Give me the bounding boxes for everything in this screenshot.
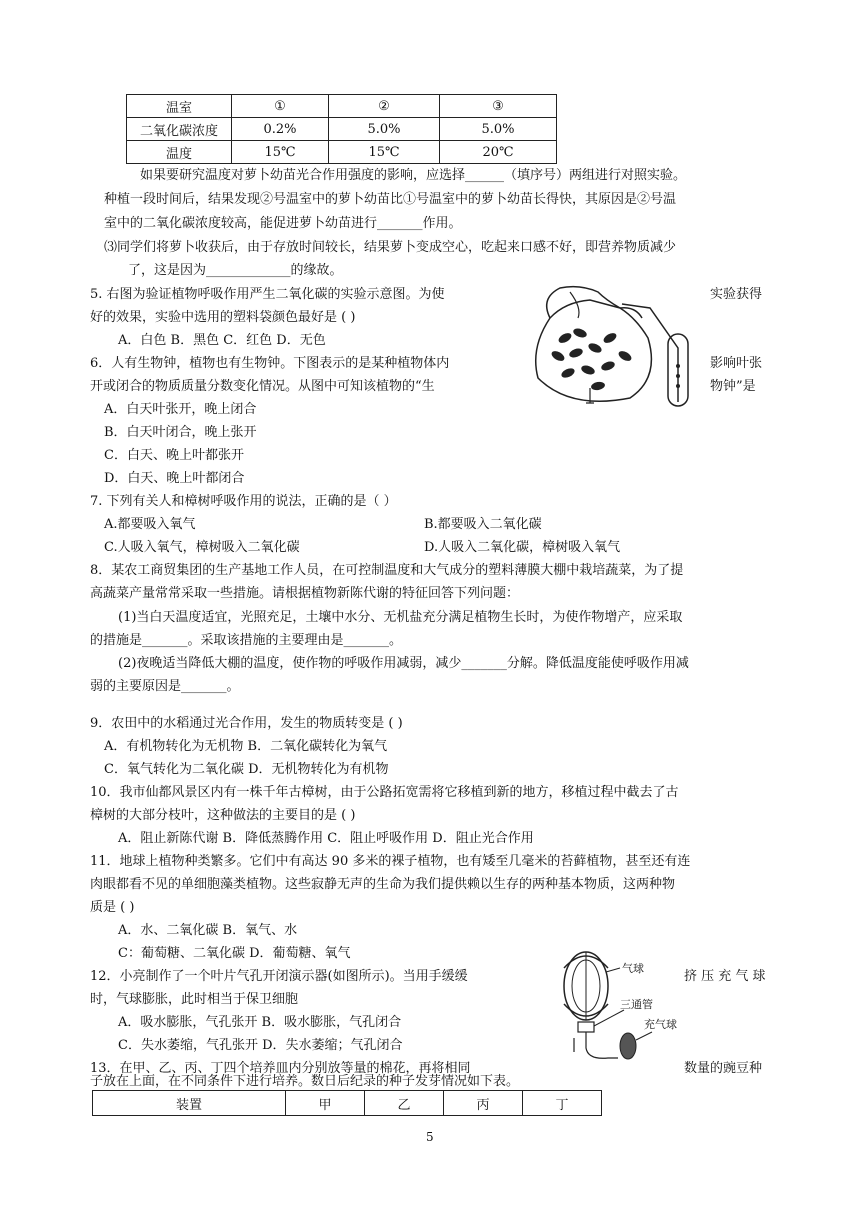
text-line: 樟树的大部分枝叶，这种做法的主要目的是 ( )	[90, 808, 356, 823]
table-cell: 温度	[127, 141, 232, 164]
table-cell: ①	[232, 95, 329, 118]
text-line: 物钟”是	[710, 379, 756, 394]
table-cell: 15℃	[232, 141, 329, 164]
text-line: 肉眼都看不见的单细胞藻类植物。这些寂静无声的生命为我们提供赖以生存的两种基本物质，这两种物	[90, 877, 676, 892]
question-10: 10．我市仙都风景区内有一株千年古樟树，由于公路拓宽需将它移植到新的地方，移植过程中截去了古	[90, 785, 679, 800]
question-6: 6．人有生物钟，植物也有生物钟。下图表示的是某种植物体内	[90, 356, 450, 371]
option-line: C：葡萄糖、二氧化碳 D．葡萄糖、氧气	[118, 946, 351, 961]
question-11: 11．地球上植物种类繁多。它们中有高达 90 多米的裸子植物，也有矮至几毫米的苔藓植物，甚至还有连	[90, 854, 691, 869]
question-12: 12．小亮制作了一个叶片气孔开闭演示器(如图所示)。当用手缓缓	[90, 969, 468, 984]
germination-table	[92, 1090, 602, 1116]
option-line: D．白天、晚上叶都闭合	[104, 471, 245, 486]
text-line: 如果要研究温度对萝卜幼苗光合作用强度的影响，应选择______（填序号）两组进行对照实验。	[140, 168, 687, 183]
text-line: 子放在上面，在不同条件下进行培养。数日后纪录的种子发芽情况如下表。	[90, 1074, 520, 1089]
text-line: 时，气球膨胀，此时相当于保卫细胞	[90, 992, 299, 1007]
option-line: C．白天、晚上叶都张开	[104, 448, 244, 463]
question-5: 5. 右图为验证植物呼吸作用严生二氧化碳的实验示意图。为使	[90, 287, 445, 302]
option-line: D.人吸入二氧化碳，樟树吸入氧气	[424, 540, 621, 555]
text-line: ⑶同学们将萝卜收获后，由于存放时间较长，结果萝卜变成空心，吃起来口感不好，即营养物质减少	[104, 240, 677, 255]
question-13: 13．在甲、乙、丙、丁四个培养皿内分别放等量的棉花，再将相同	[90, 1061, 471, 1076]
text-line: (2)夜晚适当降低大棚的温度，使作物的呼吸作用减弱，减少_______分解。降低温度能使呼吸作用减	[118, 656, 689, 671]
text-line: 弱的主要原因是_______。	[90, 679, 240, 694]
option-line: A．有机物转化为无机物 B．二氧化碳转化为氧气	[104, 739, 388, 754]
option-line: B.都要吸入二氧化碳	[424, 517, 542, 532]
bulb-label: 充气球	[644, 1018, 677, 1031]
table-header: 丙	[444, 1091, 523, 1116]
page-number: 5	[426, 1130, 434, 1144]
question-9: 9．农田中的水稻通过光合作用，发生的物质转变是 ( )	[90, 716, 403, 731]
table-row	[127, 141, 557, 164]
text-line: 室中的二氧化碳浓度较高，能促进萝卜幼苗进行_______作用。	[104, 216, 462, 231]
option-line: A．白色 B．黑色 C．红色 D．无色	[118, 333, 326, 348]
option-line: C．失水萎缩，气孔张开 D．失水萎缩；气孔闭合	[118, 1038, 403, 1053]
table-cell: 15℃	[329, 141, 440, 164]
text-line: 种植一段时间后，结果发现②号温室中的萝卜幼苗比①号温室中的萝卜幼苗长得快，其原因是②号温	[104, 192, 677, 207]
table-header-row	[93, 1091, 602, 1116]
table-cell: 5.0%	[440, 118, 557, 141]
text-line: 好的效果，实验中选用的塑料袋颜色最好是 ( )	[90, 310, 356, 325]
table-header: 乙	[365, 1091, 444, 1116]
question-8: 8．某农工商贸集团的生产基地工作人员，在可控制温度和大气成分的塑料薄膜大棚中栽培蔬菜，为了提	[90, 563, 684, 578]
text-line: 高蔬菜产量常常采取一些措施。请根据植物新陈代谢的特征回答下列问题：	[90, 586, 520, 601]
stomata-model-figure	[548, 948, 682, 1070]
option-line: B．白天叶闭合，晚上张开	[104, 425, 257, 440]
plastic-bag-figure	[510, 278, 706, 412]
question-7: 7. 下列有关人和樟树呼吸作用的说法，正确的是（ ）	[90, 494, 397, 509]
table-header: 装置	[93, 1091, 286, 1116]
table-cell: 温室	[127, 95, 232, 118]
table-cell: 0.2%	[232, 118, 329, 141]
option-line: A．水、二氧化碳 B．氧气、水	[118, 923, 298, 938]
text-line: 挤 压 充 气 球	[684, 969, 766, 984]
text-line: 开或闭合的物质质量分数变化情况。从图中可知该植物的“生	[90, 379, 435, 394]
table-cell: ②	[329, 95, 440, 118]
table-row	[127, 118, 557, 141]
table-cell: ③	[440, 95, 557, 118]
option-line: C.人吸入氧气，樟树吸入二氧化碳	[104, 540, 300, 555]
option-line: A．阻止新陈代谢 B．降低蒸腾作用 C．阻止呼吸作用 D．阻止光合作用	[118, 831, 534, 846]
table-header: 甲	[286, 1091, 365, 1116]
option-line: C．氧气转化为二氧化碳 D．无机物转化为有机物	[104, 762, 389, 777]
text-line: 的措施是_______。采取该措施的主要理由是_______。	[90, 633, 403, 648]
text-line: 影响叶张	[710, 356, 763, 371]
text-line: 质是 ( )	[90, 900, 135, 915]
tee-pipe-label: 三通管	[620, 998, 653, 1011]
greenhouse-table	[126, 94, 557, 164]
text-line: (1)当白天温度适宜，光照充足，土壤中水分、无机盐充分满足植物生长时，为使作物增产，应采取	[118, 610, 683, 625]
option-line: A．白天叶张开，晚上闭合	[104, 402, 257, 417]
balloon-label: 气球	[622, 962, 644, 975]
text-line: 实验获得	[710, 287, 763, 302]
table-header: 丁	[523, 1091, 602, 1116]
text-line: 了，这是因为_____________的缘故。	[128, 263, 343, 278]
table-row	[127, 95, 557, 118]
table-cell: 20℃	[440, 141, 557, 164]
option-line: A．吸水膨胀，气孔张开 B．吸水膨胀，气孔闭合	[118, 1015, 402, 1030]
text-line: 数量的豌豆种	[684, 1061, 763, 1076]
table-cell: 5.0%	[329, 118, 440, 141]
option-line: A.都要吸入氧气	[104, 517, 196, 532]
table-cell: 二氧化碳浓度	[127, 118, 232, 141]
